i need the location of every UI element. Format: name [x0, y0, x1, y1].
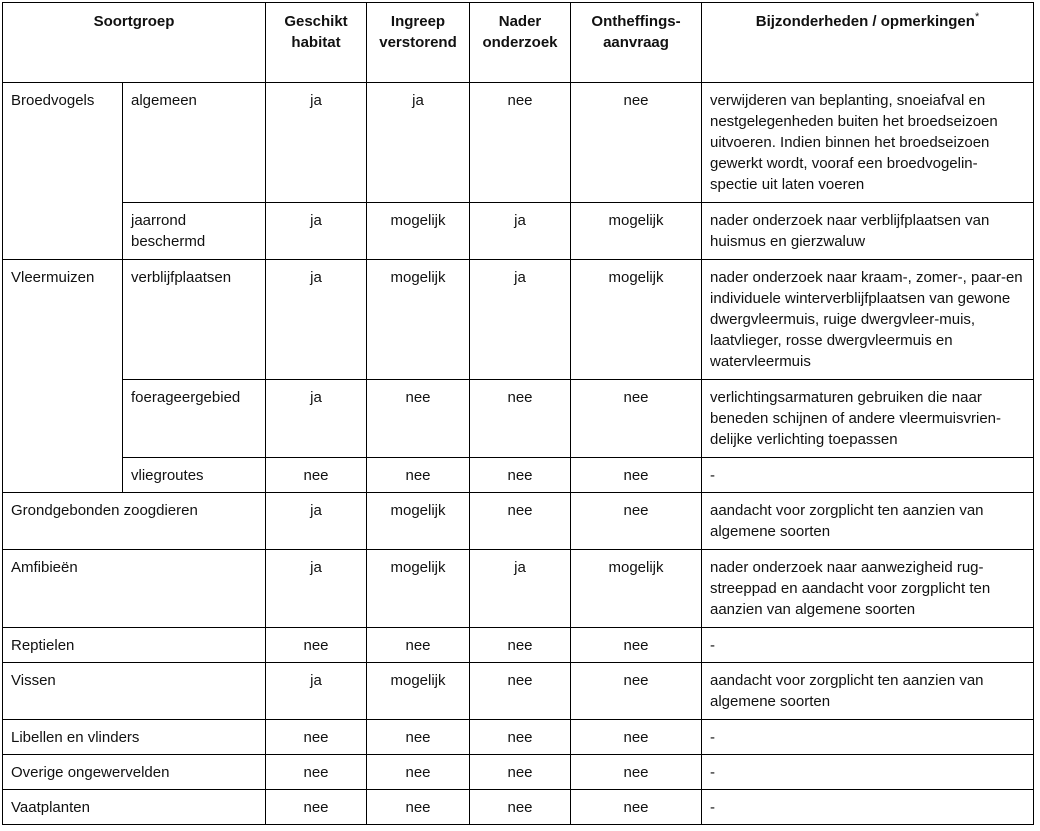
nader-cell: nee [470, 790, 571, 825]
table-row [3, 493, 1034, 550]
geschikt-cell: nee [266, 720, 367, 755]
subgroup-cell: jaarrond beschermd [123, 203, 266, 260]
note-cell: - [702, 628, 1034, 663]
table-row [3, 458, 1034, 493]
subgroup-cell: verblijfplaatsen [123, 260, 266, 380]
table-row [3, 380, 1034, 458]
note-cell: - [702, 755, 1034, 790]
nader-cell: nee [470, 493, 571, 550]
table-row [3, 628, 1034, 663]
geschikt-cell: nee [266, 755, 367, 790]
table-row [3, 203, 1034, 260]
header-bijzonderheden [702, 3, 1034, 83]
note-cell: - [702, 458, 1034, 493]
ontheffing-cell: nee [571, 628, 702, 663]
geschikt-cell: nee [266, 790, 367, 825]
header-bijzonderheden-text: Bijzonderheden / opmerkingen [755, 13, 975, 30]
header-ingreep-verstorend: Ingreep verstorend [367, 3, 470, 83]
ontheffing-cell: nee [571, 458, 702, 493]
ingreep-cell: mogelijk [367, 260, 470, 380]
header-soortgroep: Soortgroep [3, 3, 266, 83]
nader-cell: nee [470, 380, 571, 458]
geschikt-cell: nee [266, 458, 367, 493]
table-row [3, 260, 1034, 380]
nader-cell: nee [470, 458, 571, 493]
ingreep-cell: ja [367, 83, 470, 203]
nader-cell: nee [470, 628, 571, 663]
ingreep-cell: mogelijk [367, 493, 470, 550]
geschikt-cell: ja [266, 83, 367, 203]
ontheffing-cell: nee [571, 493, 702, 550]
subgroup-cell: foerageergebied [123, 380, 266, 458]
geschikt-cell: ja [266, 260, 367, 380]
group-name-cell: Reptielen [3, 628, 266, 663]
header-nader-onderzoek: Nader onderzoek [470, 3, 571, 83]
nader-cell: nee [470, 663, 571, 720]
note-cell: - [702, 790, 1034, 825]
subgroup-cell: algemeen [123, 83, 266, 203]
group-name-cell: Vissen [3, 663, 266, 720]
geschikt-cell: ja [266, 203, 367, 260]
ingreep-cell: nee [367, 790, 470, 825]
nader-cell: nee [470, 755, 571, 790]
table-row [3, 550, 1034, 628]
note-cell: verwijderen van beplanting, snoeiafval en nestgelegenheden buiten het broedseizoen uitvoeren. Indien binnen het broedseizoen gewerkt wordt, vooraf een broedvogelin-spectie uit laten voeren [702, 83, 1034, 203]
geschikt-cell: ja [266, 550, 367, 628]
group-vleermuizen: Vleermuizen [3, 260, 123, 493]
geschikt-cell: nee [266, 628, 367, 663]
group-name-cell: Overige ongewervelden [3, 755, 266, 790]
group-broedvogels: Broedvogels [3, 83, 123, 260]
note-cell: - [702, 720, 1034, 755]
group-name-cell: Amfibieën [3, 550, 266, 628]
species-assessment-table [2, 2, 1034, 825]
ontheffing-cell: mogelijk [571, 260, 702, 380]
note-cell: aandacht voor zorgplicht ten aanzien van algemene soorten [702, 663, 1034, 720]
ontheffing-cell: nee [571, 790, 702, 825]
header-row [3, 3, 1034, 83]
group-name-cell: Libellen en vlinders [3, 720, 266, 755]
subgroup-cell: vliegroutes [123, 458, 266, 493]
ontheffing-cell: nee [571, 663, 702, 720]
table-row [3, 790, 1034, 825]
note-cell: nader onderzoek naar kraam-, zomer-, paar-en individuele winterverblijfplaatsen van gewone dwergvleermuis, ruige dwergvleer-muis, laatvlieger, rosse dwergvleermuis en watervleermuis [702, 260, 1034, 380]
ontheffing-cell: mogelijk [571, 203, 702, 260]
nader-cell: nee [470, 83, 571, 203]
header-geschikt-habitat: Geschikt habitat [266, 3, 367, 83]
ingreep-cell: nee [367, 380, 470, 458]
table-row [3, 663, 1034, 720]
geschikt-cell: ja [266, 493, 367, 550]
geschikt-cell: ja [266, 380, 367, 458]
table-row [3, 720, 1034, 755]
ontheffing-cell: nee [571, 720, 702, 755]
ingreep-cell: nee [367, 720, 470, 755]
nader-cell: ja [470, 260, 571, 380]
ingreep-cell: mogelijk [367, 663, 470, 720]
header-ontheffingsaanvraag: Ontheffings-aanvraag [571, 3, 702, 83]
species-table-wrapper [2, 2, 1034, 825]
nader-cell: ja [470, 550, 571, 628]
ingreep-cell: nee [367, 458, 470, 493]
ingreep-cell: mogelijk [367, 550, 470, 628]
note-cell: nader onderzoek naar aanwezigheid rug-streeppad en aandacht voor zorgplicht ten aanzien van algemene soorten [702, 550, 1034, 628]
ingreep-cell: nee [367, 755, 470, 790]
nader-cell: nee [470, 720, 571, 755]
note-cell: nader onderzoek naar verblijfplaatsen van huismus en gierzwaluw [702, 203, 1034, 260]
group-name-cell: Grondgebonden zoogdieren [3, 493, 266, 550]
note-cell: aandacht voor zorgplicht ten aanzien van algemene soorten [702, 493, 1034, 550]
group-name-cell: Vaatplanten [3, 790, 266, 825]
nader-cell: ja [470, 203, 571, 260]
ontheffing-cell: nee [571, 755, 702, 790]
table-row [3, 755, 1034, 790]
geschikt-cell: ja [266, 663, 367, 720]
ingreep-cell: nee [367, 628, 470, 663]
ontheffing-cell: nee [571, 380, 702, 458]
ontheffing-cell: mogelijk [571, 550, 702, 628]
note-cell: verlichtingsarmaturen gebruiken die naar beneden schijnen of andere vleermuisvrien-delijke verlichting toepassen [702, 380, 1034, 458]
footnote-mark: * [974, 11, 980, 23]
ingreep-cell: mogelijk [367, 203, 470, 260]
ontheffing-cell: nee [571, 83, 702, 203]
table-row [3, 83, 1034, 203]
